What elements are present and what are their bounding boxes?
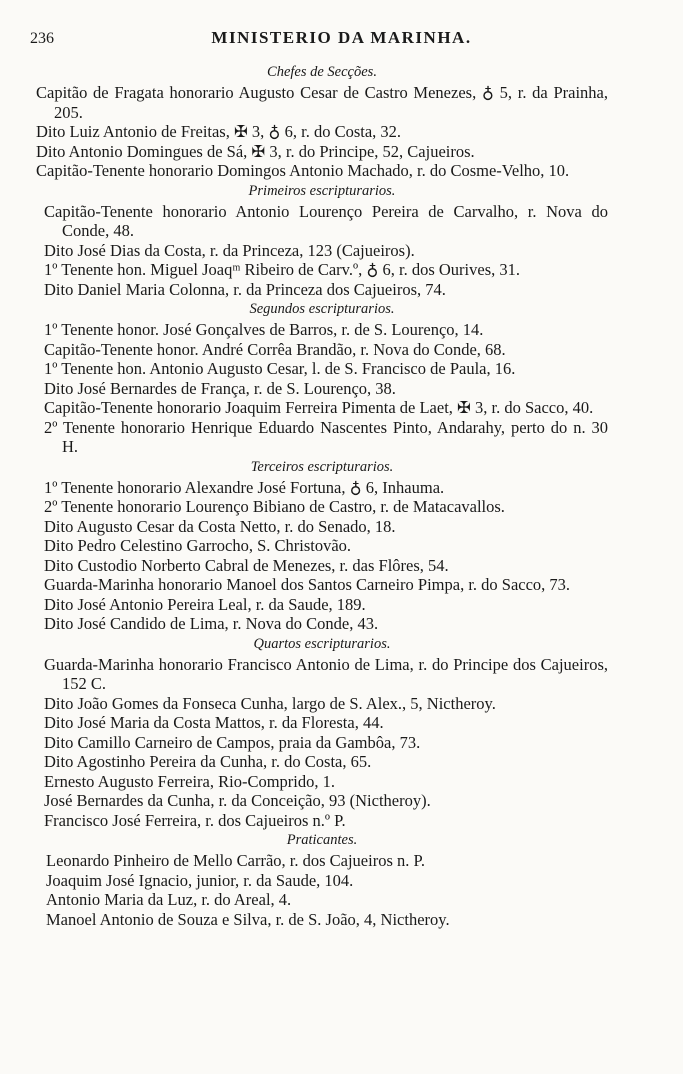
list-item: Dito José Candido de Lima, r. Nova do Conde, 43. bbox=[44, 614, 379, 633]
list-item: 2º Tenente honorario Lourenço Bibiano de Castro, r. de Matacavallos. bbox=[44, 497, 505, 516]
section-heading: Quartos escripturarios. bbox=[253, 635, 391, 652]
list-item: Dito Daniel Maria Colonna, r. da Princeza dos Cajueiros, 74. bbox=[44, 279, 446, 299]
list-item: Dito Agostinho Pereira da Cunha, r. do Costa, 65. bbox=[44, 752, 372, 771]
list-item: Dito Pedro Celestino Garrocho, S. Christovão. bbox=[44, 536, 352, 555]
list-item: 2º Tenente honorario Henrique Eduardo Nascentes Pinto, Andarahy, perto do n. 30 H. bbox=[44, 417, 608, 456]
document-body bbox=[36, 62, 608, 929]
list-item: Joaquim José Ignacio, junior, r. da Saude, 104. bbox=[46, 870, 354, 890]
list-item: 1º Tenente hon. Miguel Joaqᵐ Ribeiro de Carv.º, ♁ 6, r. dos Ourives, 31. bbox=[44, 260, 521, 279]
list-item: Capitão-Tenente honor. André Corrêa Brandão, r. Nova do Conde, 68. bbox=[44, 339, 506, 359]
list-item: Dito Antonio Domingues de Sá, ✠ 3, r. do Principe, 52, Cajueiros. bbox=[36, 141, 475, 161]
list-item: Dito Augusto Cesar da Costa Netto, r. do Senado, 18. bbox=[44, 516, 396, 536]
list-item: Guarda-Marinha honorario Manoel dos Santos Carneiro Pimpa, r. do Sacco, 73. bbox=[44, 575, 571, 594]
section-heading: Praticantes. bbox=[286, 832, 358, 848]
list-item: 1º Tenente honorario Alexandre José Fortuna, ♁ 6, Inhauma. bbox=[44, 477, 445, 497]
list-item: Dito Camillo Carneiro de Campos, praia da Gambôa, 73. bbox=[44, 732, 421, 752]
list-item: 1º Tenente honor. José Gonçalves de Barros, r. de S. Lourenço, 14. bbox=[44, 320, 484, 339]
page-number: 236 bbox=[30, 30, 54, 47]
section-heading: Terceiros escripturarios. bbox=[250, 458, 394, 475]
list-item: Guarda-Marinha honorario Francisco Antonio de Lima, r. do Principe dos Cajueiros, 152 C. bbox=[44, 654, 608, 693]
list-item: Capitão de Fragata honorario Augusto Cesar de Castro Menezes, ♁ 5, r. da Prainha, 205. bbox=[36, 83, 608, 122]
list-item: Dito José Maria da Costa Mattos, r. da Floresta, 44. bbox=[44, 713, 384, 732]
list-item: Ernesto Augusto Ferreira, Rio-Comprido, 1. bbox=[44, 771, 336, 791]
list-item: Dito Luiz Antonio de Freitas, ✠ 3, ♁ 6, r. do Costa, 32. bbox=[36, 122, 402, 141]
list-item: Dito João Gomes da Fonseca Cunha, largo de S. Alex., 5, Nictheroy. bbox=[44, 693, 496, 713]
list-item: Capitão-Tenente honorario Antonio Lourenço Pereira de Carvalho, r. Nova do Conde, 48. bbox=[44, 201, 608, 240]
list-item: 1º Tenente hon. Antonio Augusto Cesar, l. de S. Francisco de Paula, 16. bbox=[44, 359, 516, 378]
list-item: Dito José Antonio Pereira Leal, r. da Saude, 189. bbox=[44, 594, 366, 614]
list-item: Manoel Antonio de Souza e Silva, r. de S. João, 4, Nictheroy. bbox=[46, 909, 450, 929]
list-item: Capitão-Tenente honorario Domingos Antonio Machado, r. do Cosme-Velho, 10. bbox=[36, 161, 570, 180]
list-item: Francisco José Ferreira, r. dos Cajueiros n.º P. bbox=[44, 810, 346, 830]
page-title: MINISTERIO DA MARINHA. bbox=[211, 28, 472, 47]
section-heading: Primeiros escripturarios. bbox=[248, 182, 396, 199]
section-quartos bbox=[36, 634, 608, 831]
section-heading: Chefes de Secções. bbox=[267, 64, 377, 80]
section-praticantes bbox=[36, 830, 608, 929]
list-item: Dito José Dias da Costa, r. da Princeza, 123 (Cajueiros). bbox=[44, 240, 415, 260]
section-terceiros bbox=[36, 457, 608, 634]
list-item: Capitão-Tenente honorario Joaquim Ferreira Pimenta de Laet, ✠ 3, r. do Sacco, 40. bbox=[44, 398, 594, 417]
list-item: Dito José Bernardes de França, r. de S. Lourenço, 38. bbox=[44, 378, 396, 398]
list-item: José Bernardes da Cunha, r. da Conceição, 93 (Nictheroy). bbox=[44, 791, 431, 810]
section-primeiros bbox=[36, 181, 608, 300]
section-heading: Segundos escripturarios. bbox=[249, 301, 395, 317]
page-header bbox=[0, 28, 683, 52]
list-item: Leonardo Pinheiro de Mello Carrão, r. dos Cajueiros n. P. bbox=[46, 851, 425, 870]
section-chefes bbox=[36, 62, 608, 181]
list-item: Antonio Maria da Luz, r. do Areal, 4. bbox=[46, 890, 292, 909]
list-item: Dito Custodio Norberto Cabral de Menezes, r. das Flôres, 54. bbox=[44, 555, 449, 575]
section-segundos bbox=[36, 299, 608, 457]
